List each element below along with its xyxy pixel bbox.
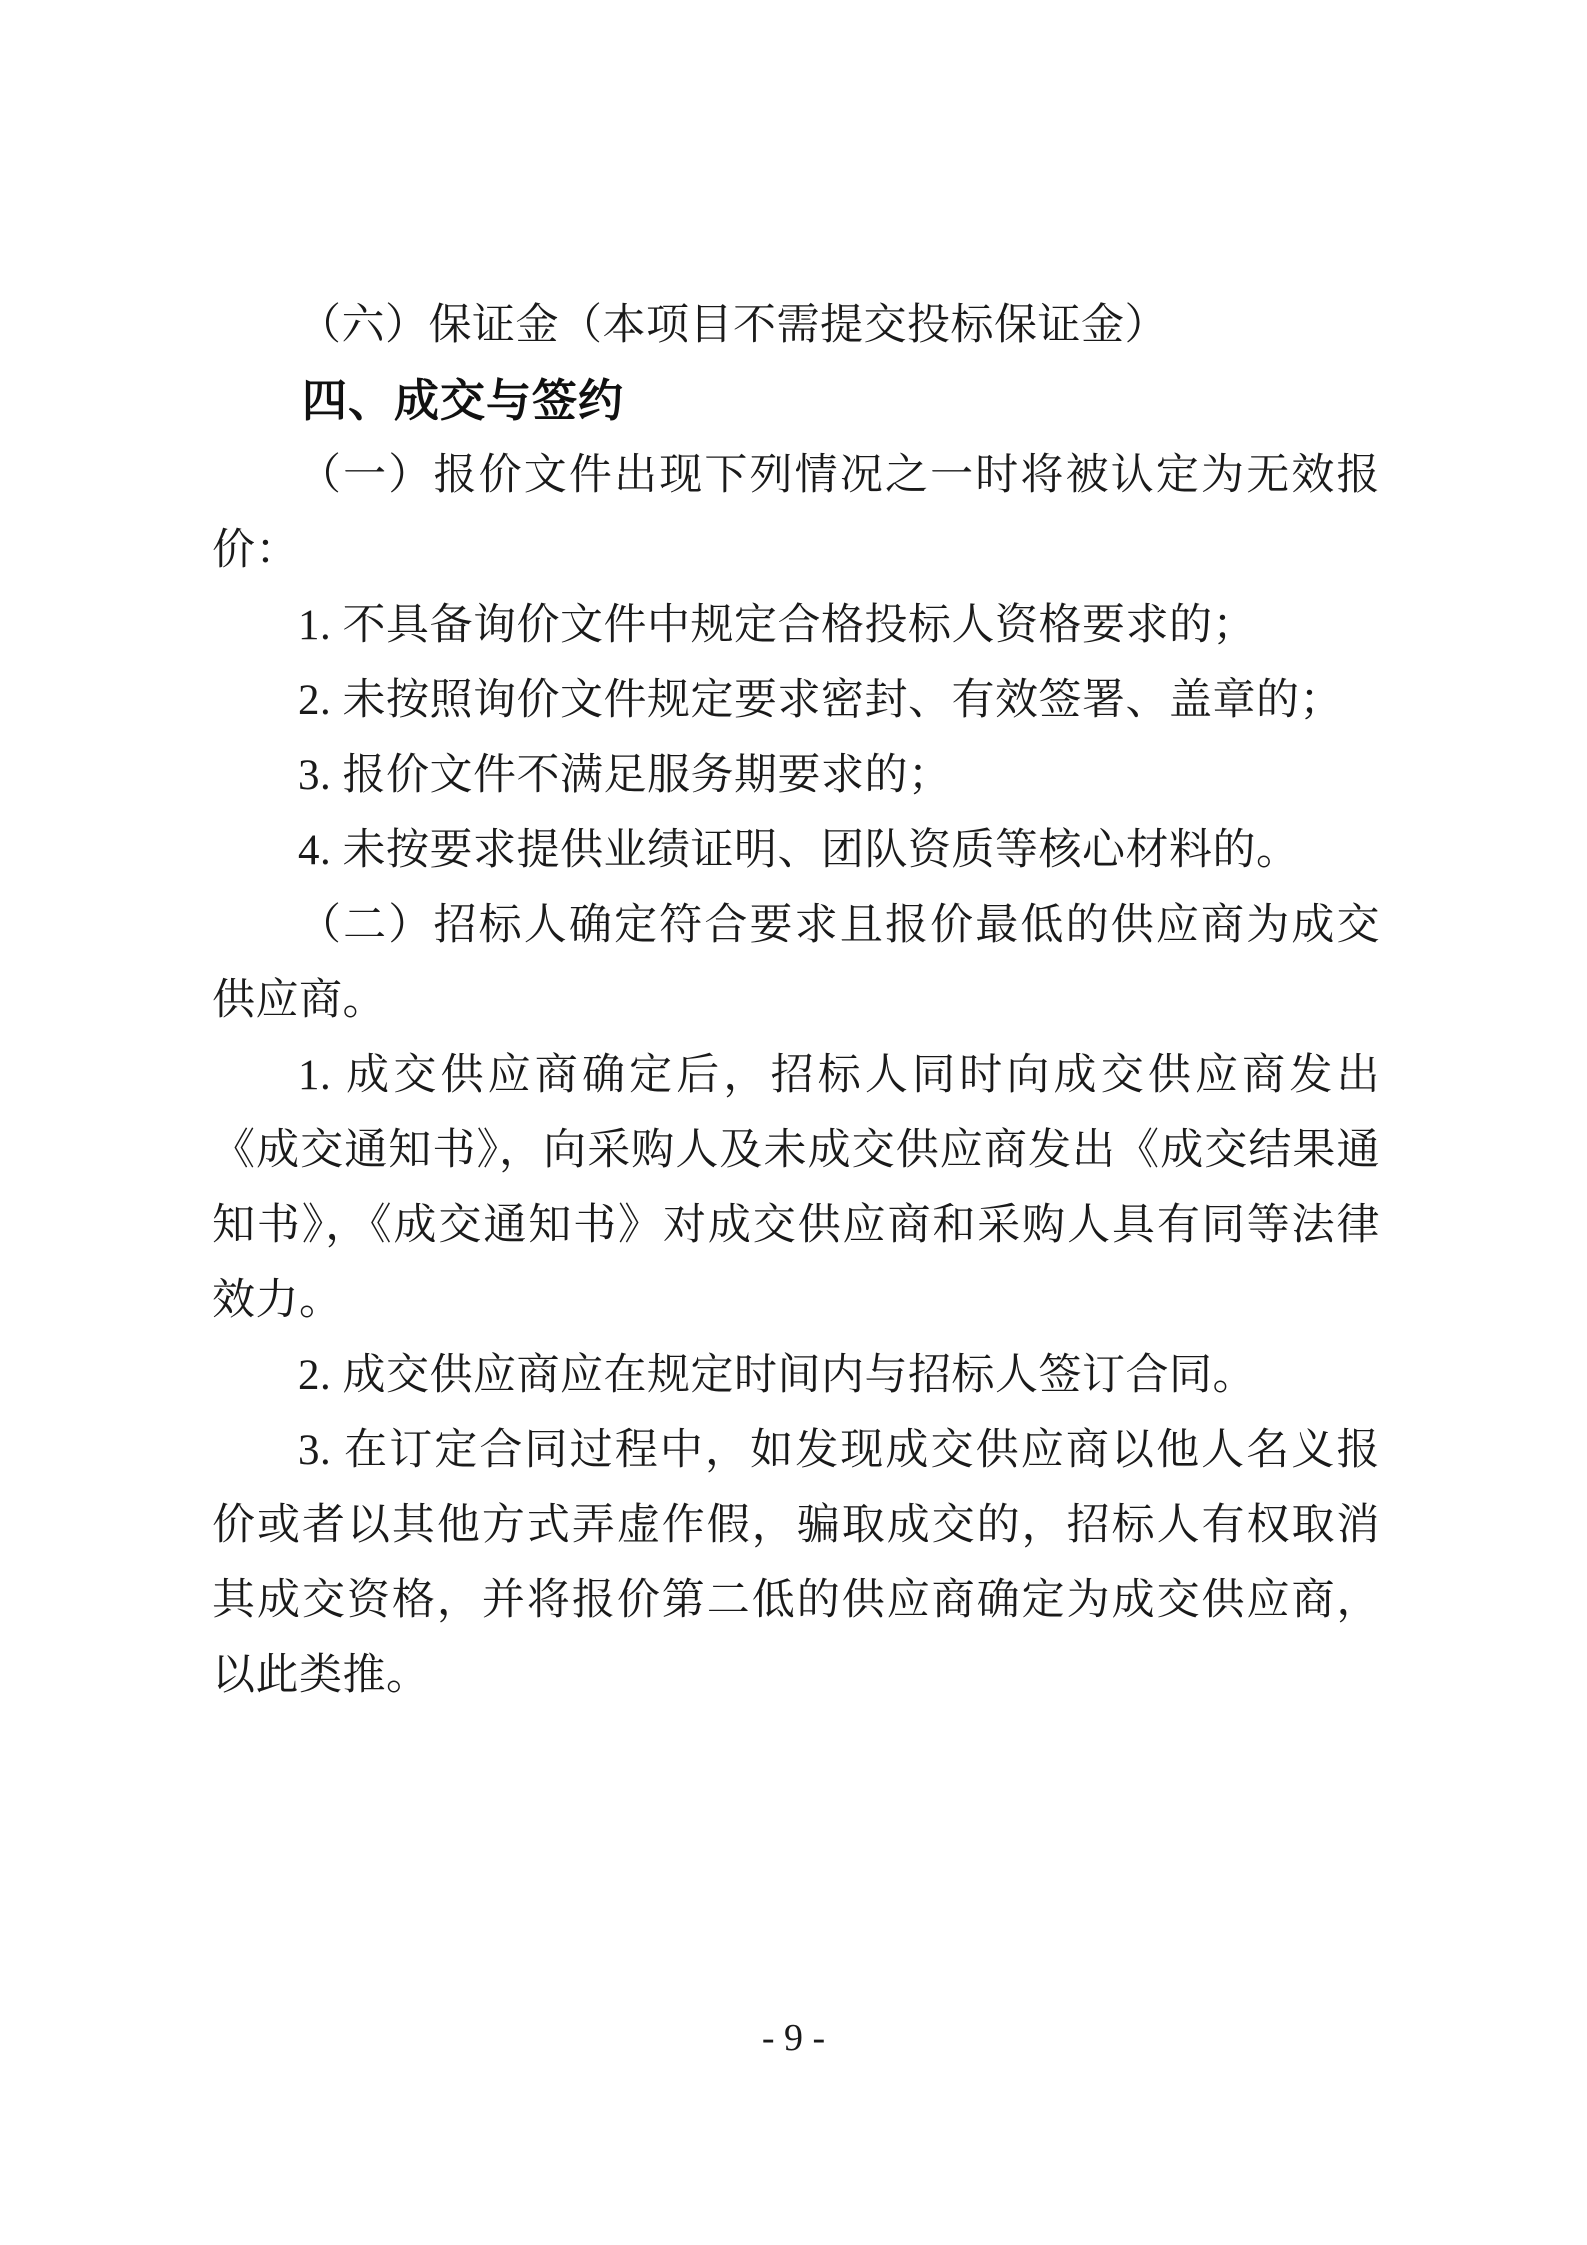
- award-item-2: 2. 成交供应商应在规定时间内与招标人签订合同。: [298, 1352, 1256, 1399]
- invalid-item-1: 1. 不具备询价文件中规定合格投标人资格要求的；: [298, 602, 1256, 649]
- invalid-item-3: 3. 报价文件不满足服务期要求的；: [298, 752, 952, 799]
- invalid-item-4: 4. 未按要求提供业绩证明、团队资质等核心材料的。: [298, 827, 1300, 874]
- clause-deposit: （六）保证金（本项目不需提交投标保证金）: [298, 302, 1168, 349]
- clause-invalid-intro: （一）报价文件出现下列情况之一时将被认定为无效报价：: [212, 452, 1380, 574]
- invalid-item-2: 2. 未按照询价文件规定要求密封、有效签署、盖章的；: [298, 677, 1343, 724]
- section-heading: 四、成交与签约: [302, 375, 625, 426]
- page-number: - 9 -: [761, 2017, 826, 2059]
- award-item-1: 1. 成交供应商确定后，招标人同时向成交供应商发出《成交通知书》，向采购人及未成交供应商发出《成交结果通知书》，《成交通知书》对成交供应商和采购人具有同等法律效力。: [212, 1052, 1380, 1324]
- award-item-3: 3. 在订定合同过程中，如发现成交供应商以他人名义报价或者以其他方式弄虚作假，骗取成交的，招标人有权取消其成交资格，并将报价第二低的供应商确定为成交供应商，以此类推。: [212, 1427, 1380, 1699]
- document-body: [212, 288, 1380, 1713]
- clause-winner: （二）招标人确定符合要求且报价最低的供应商为成交供应商。: [212, 902, 1380, 1024]
